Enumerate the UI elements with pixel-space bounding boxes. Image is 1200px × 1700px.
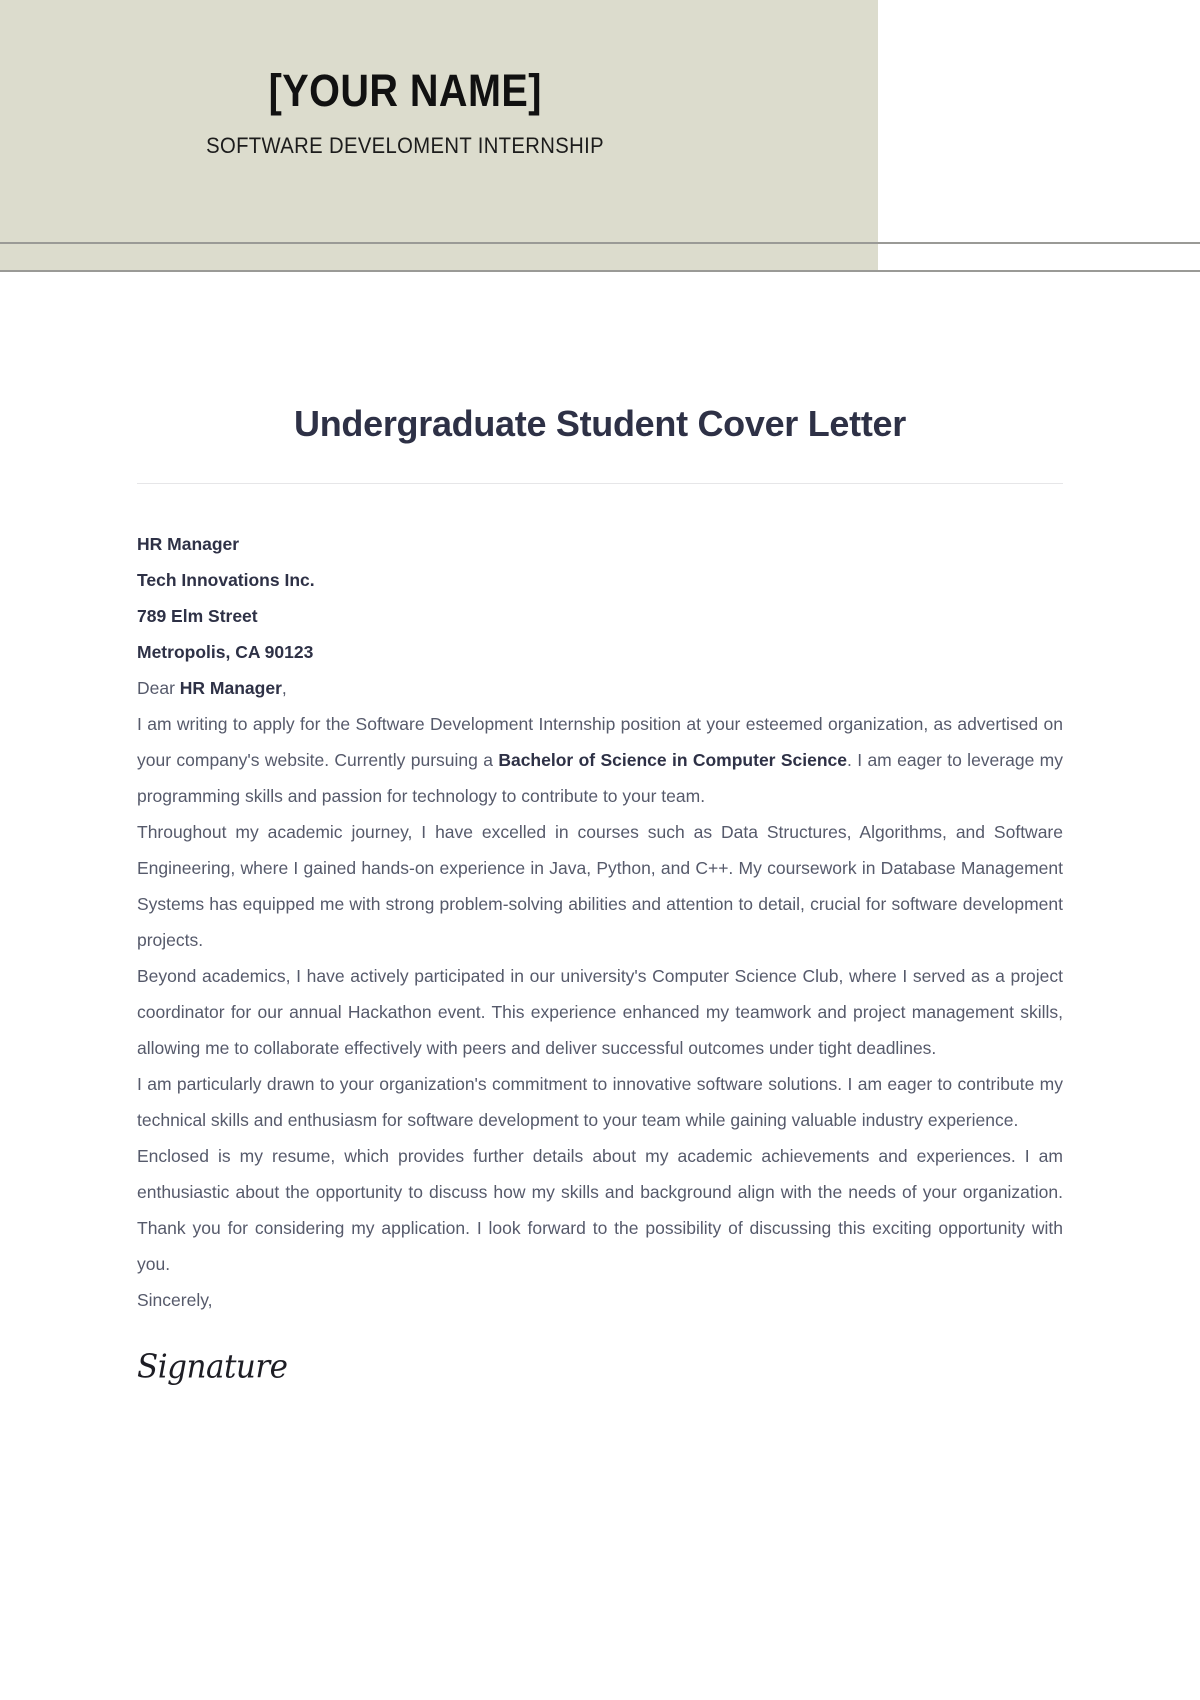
closing-line: Sincerely, bbox=[137, 1290, 213, 1311]
salutation-line bbox=[137, 670, 1063, 706]
paragraph-text: Beyond academics, I have actively participated in our university's Computer Science Club, where I served as a project coordinator for our annual Hackathon event. This experience enhanced my teamwork and project management skills, allowing me to collaborate effectively with peers and deliver successful outcomes under tight deadlines. bbox=[137, 966, 1063, 1059]
recipient-address-line: Metropolis, CA 90123 bbox=[137, 642, 314, 663]
recipient-address-block bbox=[137, 526, 1063, 670]
salutation-recipient: HR Manager bbox=[179, 678, 282, 699]
letter-paragraph bbox=[137, 814, 1063, 958]
paragraph-text: I am particularly drawn to your organization's commitment to innovative software solutions. I am eager to contribute my technical skills and enthusiasm for software development to your team while gaining valuable industry experience. bbox=[137, 1074, 1063, 1131]
letter-paragraph bbox=[137, 1066, 1063, 1138]
paragraph-emphasis: Bachelor of Science in Computer Science bbox=[498, 750, 848, 771]
header-rule-bottom bbox=[0, 270, 1200, 272]
recipient-address-line: HR Manager bbox=[137, 534, 240, 555]
candidate-name: [YOUR NAME] bbox=[268, 64, 542, 116]
salutation-prefix: Dear bbox=[137, 678, 180, 699]
paragraph-text: I am writing to apply for the Software Development Internship position at your esteemed organization, as advertised on your company's website. Currently pursuing a bbox=[137, 714, 1063, 771]
letter-paragraph bbox=[137, 958, 1063, 1066]
paragraph-text: Throughout my academic journey, I have excelled in courses such as Data Structures, Algorithms, and Software Engineering, where I gained hands-on experience in Java, Python, and C++. My coursework in Database Management Systems has equipped me with strong problem-solving abilities and attention to detail, crucial for software development projects. bbox=[137, 822, 1063, 951]
signature-mark: Signature bbox=[137, 1348, 288, 1386]
letter-body bbox=[137, 484, 1063, 1384]
paragraph-text: . I am eager to leverage my programming skills and passion for technology to contribute to your team. bbox=[137, 750, 1063, 807]
letter-paragraph bbox=[137, 1138, 1063, 1282]
paragraph-text: Enclosed is my resume, which provides further details about my academic achievements and experiences. I am enthusiastic about the opportunity to discuss how my skills and background align with the needs of your organization. Thank you for considering my application. I look forward to the possibility of discussing this exciting opportunity with you. bbox=[137, 1146, 1063, 1275]
page-title: Undergraduate Student Cover Letter bbox=[294, 403, 906, 444]
recipient-address-line: 789 Elm Street bbox=[137, 606, 258, 627]
letterhead-banner bbox=[0, 0, 878, 270]
header-rule-top bbox=[0, 242, 1200, 244]
salutation-suffix: , bbox=[281, 678, 287, 699]
candidate-role: SOFTWARE DEVELOMENT INTERNSHIP bbox=[206, 132, 604, 158]
letter-sheet bbox=[0, 270, 1200, 1384]
recipient-address-line: Tech Innovations Inc. bbox=[137, 570, 315, 591]
letterhead-content bbox=[0, 0, 810, 225]
letter-paragraphs bbox=[137, 706, 1063, 1282]
letter-paragraph bbox=[137, 706, 1063, 814]
